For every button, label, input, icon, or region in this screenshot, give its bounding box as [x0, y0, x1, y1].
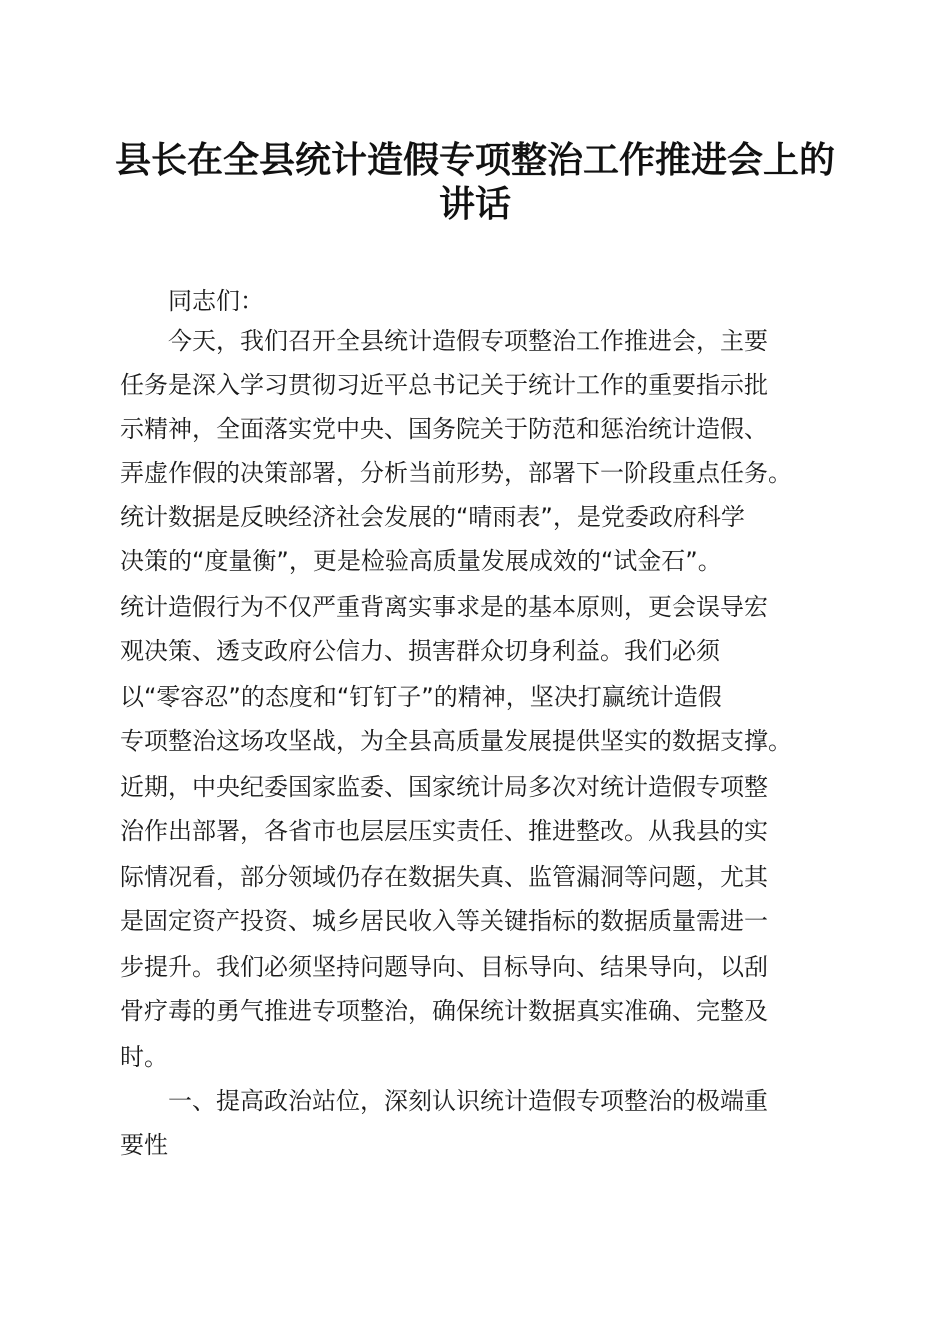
paragraph-line: 际情况看，部分领域仍存在数据失真、监管漏洞等问题，尤其: [120, 863, 768, 891]
paragraph-line: 观决策、透支政府公信力、损害群众切身利益。我们必须: [120, 637, 720, 665]
paragraph-line: 步提升。我们必须坚持问题导向、目标导向、结果导向，以刮: [120, 953, 768, 981]
paragraph-line: 骨疗毒的勇气推进专项整治，确保统计数据真实准确、完整及: [120, 997, 768, 1025]
paragraph-line: 今天，我们召开全县统计造假专项整治工作推进会，主要: [168, 327, 768, 355]
section-heading-1: 一、提高政治站位，深刻认识统计造假专项整治的极端重: [168, 1087, 768, 1115]
paragraph-line: 示精神，全面落实党中央、国务院关于防范和惩治统计造假、: [120, 415, 768, 443]
paragraph-line: 以“零容忍”的态度和“钉钉子”的精神，坚决打赢统计造假: [120, 683, 722, 711]
paragraph-line: 治作出部署，各省市也层层压实责任、推进整改。从我县的实: [120, 817, 768, 845]
paragraph-line: 弄虚作假的决策部署，分析当前形势，部署下一阶段重点任务。: [120, 459, 792, 487]
paragraph-line: 近期，中央纪委国家监委、国家统计局多次对统计造假专项整: [120, 773, 768, 801]
paragraph-line: 统计数据是反映经济社会发展的“晴雨表”，是党委政府科学: [120, 503, 745, 531]
paragraph-line: 时。: [120, 1043, 168, 1071]
paragraph-line: 是固定资产投资、城乡居民收入等关键指标的数据质量需进一: [120, 907, 768, 935]
document-title: 县长在全县统计造假专项整治工作推进会上的: [114, 139, 835, 181]
paragraph-line: 决策的“度量衡”，更是检验高质量发展成效的“试金石”。: [120, 547, 722, 575]
paragraph-line: 任务是深入学习贯彻习近平总书记关于统计工作的重要指示批: [120, 371, 768, 399]
salutation: 同志们：: [168, 287, 264, 315]
document-title-continued: 讲话: [438, 183, 511, 225]
paragraph-line: 统计造假行为不仅严重背离实事求是的基本原则，更会误导宏: [120, 593, 768, 621]
paragraph-line: 专项整治这场攻坚战，为全县高质量发展提供坚实的数据支撑。: [120, 727, 792, 755]
section-heading-1-continued: 要性: [120, 1131, 168, 1159]
